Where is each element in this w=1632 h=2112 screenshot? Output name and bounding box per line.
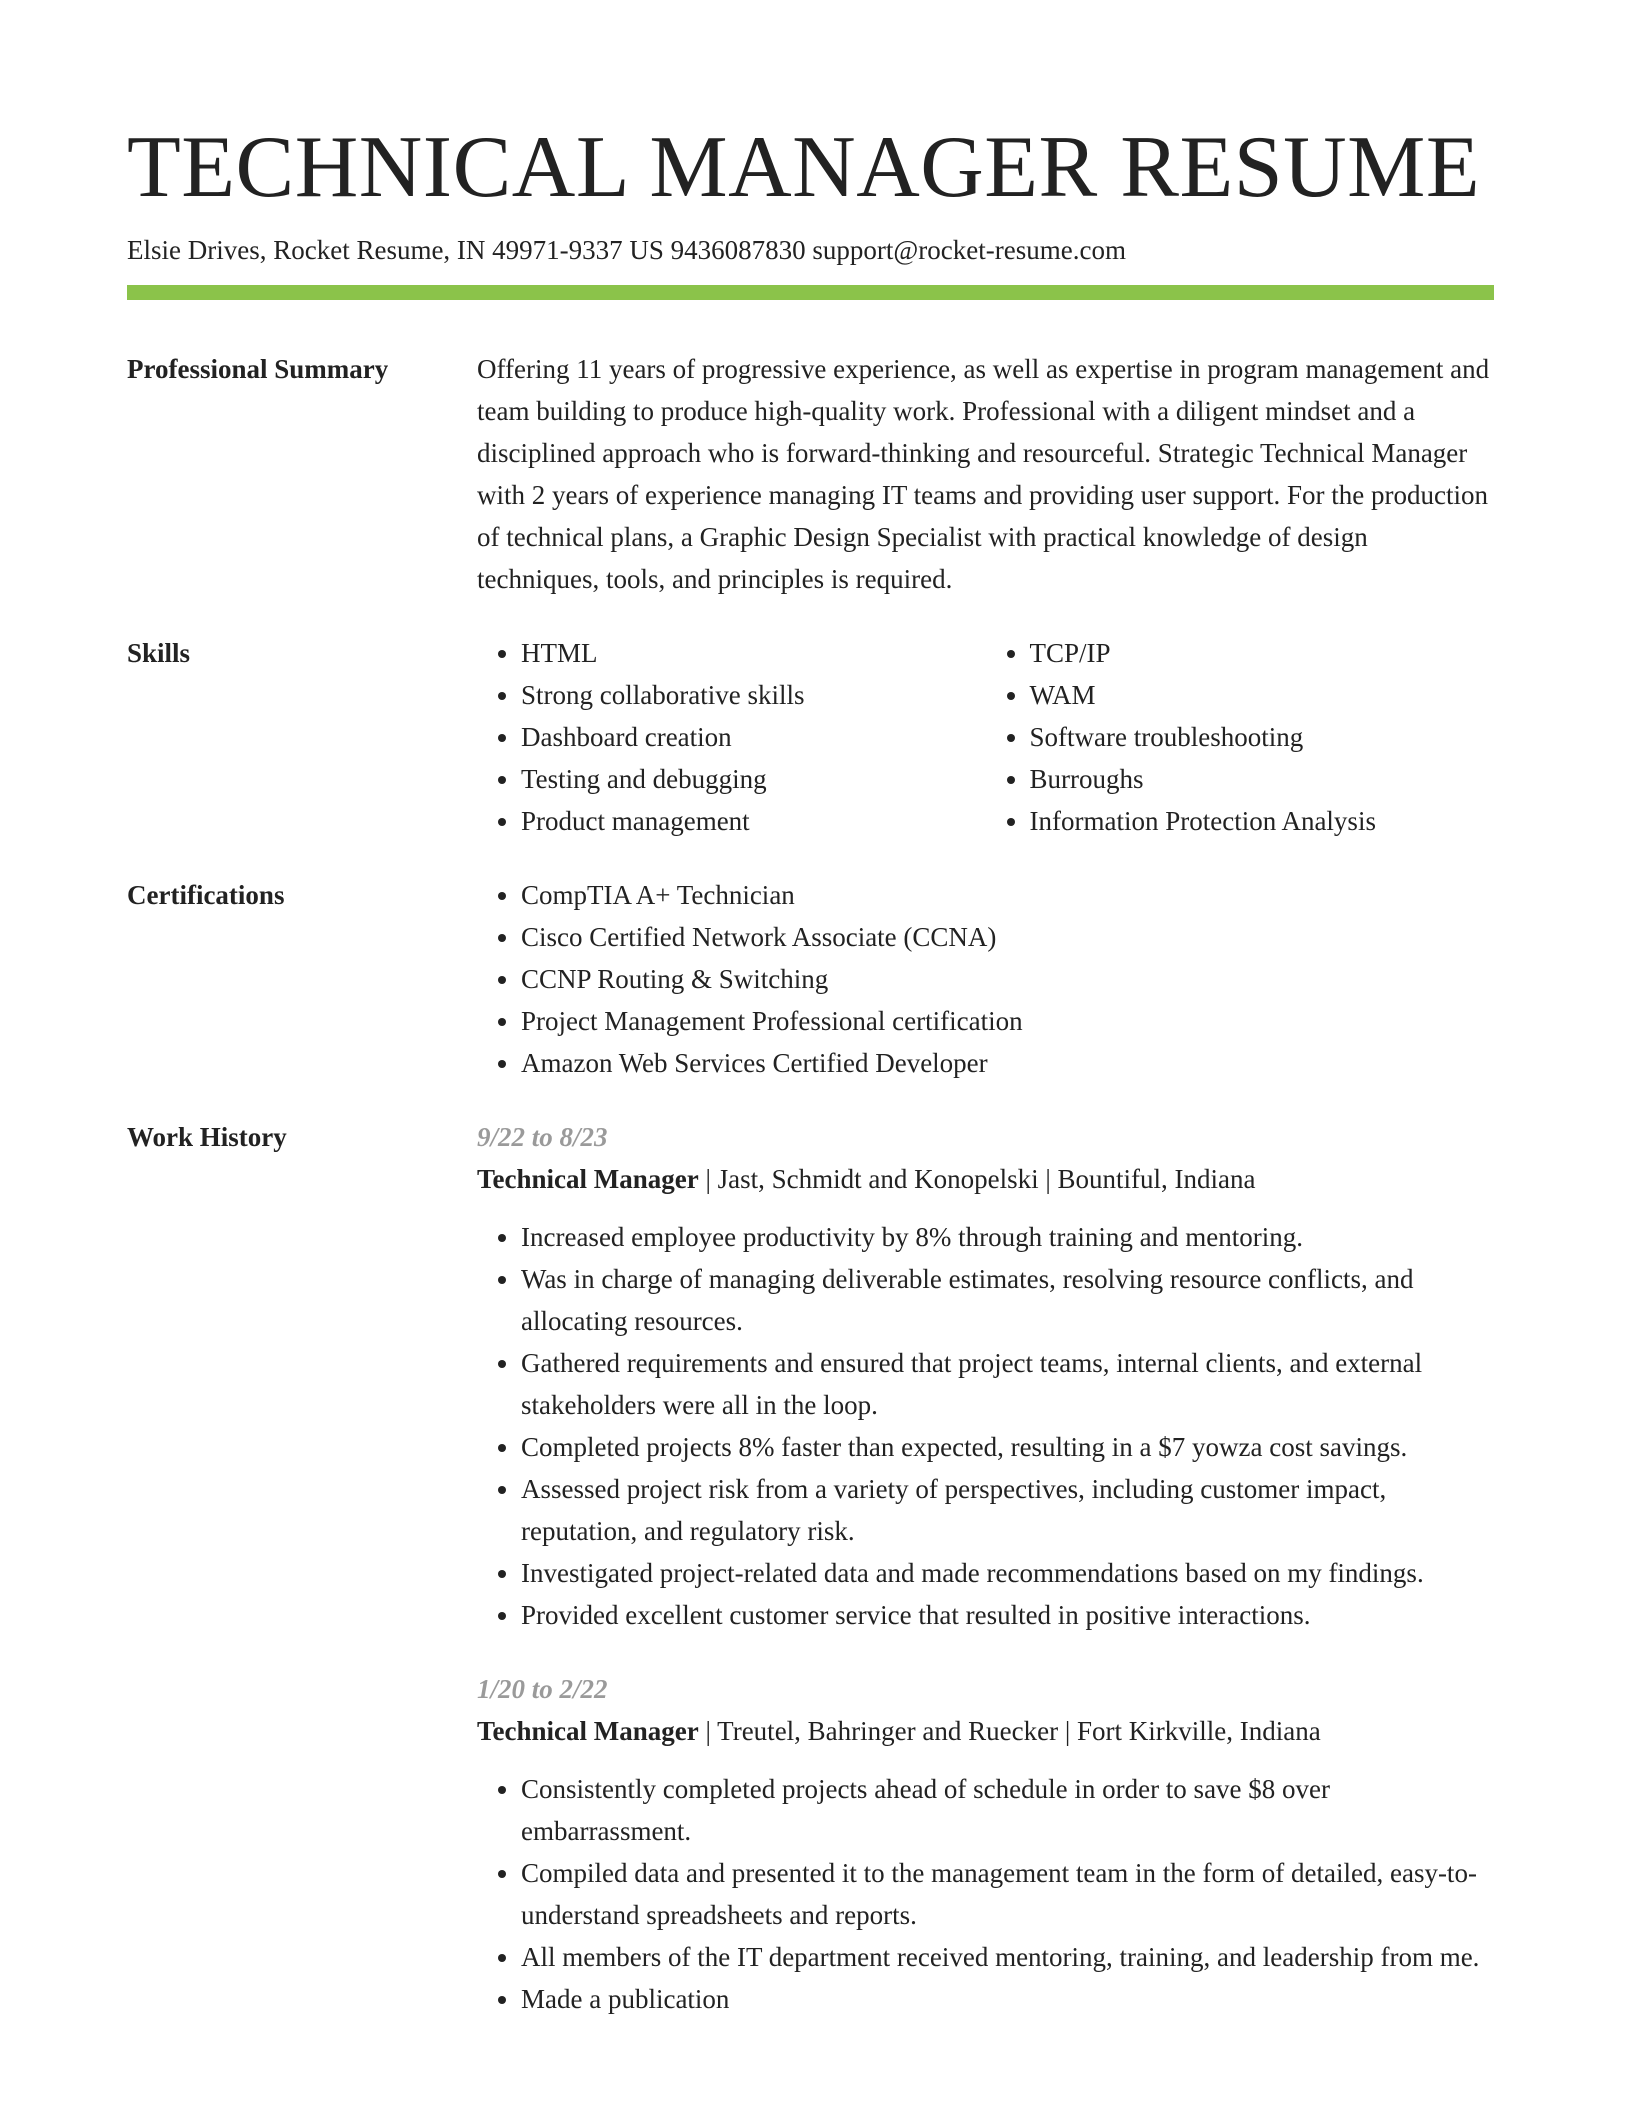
certifications-list bbox=[477, 874, 1494, 1084]
job-dates: 1/20 to 2/22 bbox=[477, 1674, 608, 1704]
skill-item: • Testing and debugging bbox=[521, 758, 986, 800]
work-history-heading: Work History bbox=[127, 1122, 287, 1152]
header-divider bbox=[127, 285, 1494, 300]
resume-title: TECHNICAL MANAGER RESUME bbox=[127, 119, 1481, 216]
skills-section bbox=[127, 632, 1494, 842]
certification-item: • Cisco Certified Network Associate (CCNA) bbox=[521, 916, 1494, 958]
job-bullet: • Investigated project-related data and made recommendations based on my findings. bbox=[521, 1552, 1494, 1594]
job-entry bbox=[477, 1668, 1494, 2020]
skill-item: • Information Protection Analysis bbox=[1030, 800, 1495, 842]
certifications-section bbox=[127, 874, 1494, 1084]
summary-section bbox=[127, 348, 1494, 600]
certification-item: • Amazon Web Services Certified Developer bbox=[521, 1042, 1494, 1084]
job-entry bbox=[477, 1116, 1494, 1636]
job-header bbox=[477, 1710, 1494, 1752]
job-bullets bbox=[477, 1216, 1494, 1636]
job-bullet: • Consistently completed projects ahead of schedule in order to save $8 over embarrassment. bbox=[521, 1768, 1494, 1852]
job-header bbox=[477, 1158, 1494, 1200]
job-bullets bbox=[477, 1768, 1494, 2020]
job-details: | Treutel, Bahringer and Ruecker | Fort Kirkville, Indiana bbox=[698, 1716, 1321, 1746]
resume-page bbox=[127, 118, 1494, 2020]
job-bullet: • Assessed project risk from a variety of perspectives, including customer impact, reputation, and regulatory risk. bbox=[521, 1468, 1494, 1552]
contact-line: Elsie Drives, Rocket Resume, IN 49971-9337 US 9436087830 support@rocket-resume.com bbox=[127, 235, 1126, 265]
job-details: | Jast, Schmidt and Konopelski | Bountiful, Indiana bbox=[698, 1164, 1256, 1194]
skill-item: • Product management bbox=[521, 800, 986, 842]
job-bullet: • Increased employee productivity by 8% through training and mentoring. bbox=[521, 1216, 1494, 1258]
job-bullet: • Gathered requirements and ensured that project teams, internal clients, and external stakeholders were all in the loop. bbox=[521, 1342, 1494, 1426]
skill-item: • Burroughs bbox=[1030, 758, 1495, 800]
summary-heading: Professional Summary bbox=[127, 354, 389, 384]
certification-item: • Project Management Professional certification bbox=[521, 1000, 1494, 1042]
skill-item: • WAM bbox=[1030, 674, 1495, 716]
certification-item: • CCNP Routing & Switching bbox=[521, 958, 1494, 1000]
certifications-heading: Certifications bbox=[127, 880, 285, 910]
job-title: Technical Manager bbox=[477, 1164, 699, 1194]
job-dates: 9/22 to 8/23 bbox=[477, 1122, 608, 1152]
skills-list-right bbox=[986, 632, 1495, 842]
summary-text: Offering 11 years of progressive experience, as well as expertise in program management and team building to produce high-quality work. Professional with a diligent mindset and a disciplined approach who is forward-thinking and resourceful. Strategic Technical Manager with 2 years of experience managing IT teams and providing user support. For the production of technical plans, a Graphic Design Specialist with practical knowledge of design techniques, tools, and principles is required. bbox=[477, 354, 1490, 594]
job-bullet: • All members of the IT department received mentoring, training, and leadership from me. bbox=[521, 1936, 1494, 1978]
skill-item: • Strong collaborative skills bbox=[521, 674, 986, 716]
certification-item: • CompTIA A+ Technician bbox=[521, 874, 1494, 916]
skill-item: • HTML bbox=[521, 632, 986, 674]
job-bullet: • Was in charge of managing deliverable estimates, resolving resource conflicts, and allocating resources. bbox=[521, 1258, 1494, 1342]
work-history-section bbox=[127, 1116, 1494, 2020]
skill-item: • TCP/IP bbox=[1030, 632, 1495, 674]
job-bullet: • Completed projects 8% faster than expected, resulting in a $7 yowza cost savings. bbox=[521, 1426, 1494, 1468]
job-bullet: • Made a publication bbox=[521, 1978, 1494, 2020]
skills-heading: Skills bbox=[127, 638, 191, 668]
skill-item: • Dashboard creation bbox=[521, 716, 986, 758]
skills-list-left bbox=[477, 632, 986, 842]
job-title: Technical Manager bbox=[477, 1716, 699, 1746]
job-bullet: • Compiled data and presented it to the management team in the form of detailed, easy-to-understand spreadsheets and reports. bbox=[521, 1852, 1494, 1936]
job-bullet: • Provided excellent customer service that resulted in positive interactions. bbox=[521, 1594, 1494, 1636]
skill-item: • Software troubleshooting bbox=[1030, 716, 1495, 758]
